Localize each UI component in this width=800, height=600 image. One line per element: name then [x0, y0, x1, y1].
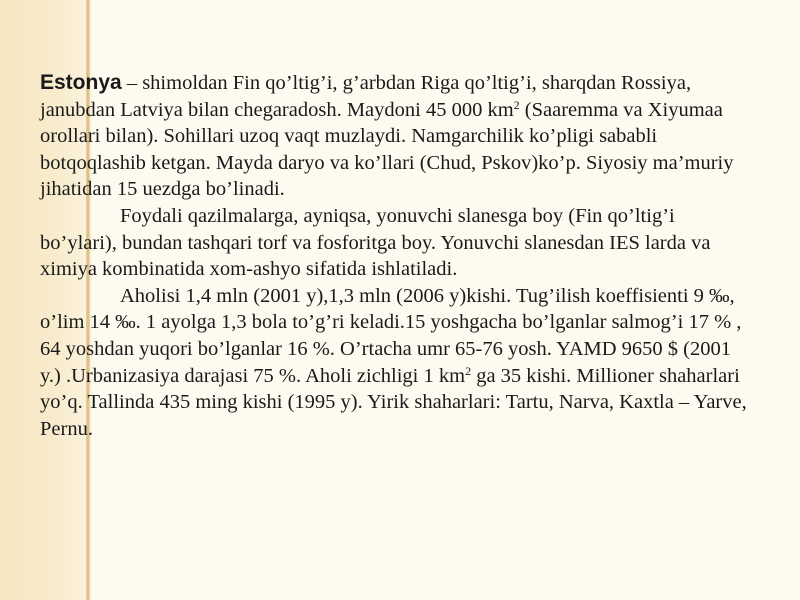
slide-body — [40, 70, 752, 442]
paragraph-3-text: Aholisi 1,4 mln (2001 y),1,3 mln (2006 y)kishi. Tug’ilish koeffisienti 9 ‰, o’lim 14 ‰. 1 ayolga 1,3 bola to’g’ri keladi.15 yoshgacha bo’lganlar salmog’i 17 % , 64 yoshdan yuqori bo’lganlar 16 %. O’rtacha umr 65-76 yosh. YAMD 9650 $ (2001 y.) .Urbanizasiya darajasi 75 %. Aholi zichligi 1 km — [40, 284, 742, 387]
paragraph-2 — [40, 203, 752, 283]
paragraph-2-text: Foydali qazilmalarga, ayniqsa, yonuvchi slanesga boy (Fin qo’ltig’i bo’ylari), bundan tashqari torf va fosforitga boy. Yonuvchi slanesdan IES larda va ximiya kombinatida xom-ashyo sifatida ishlatiladi. — [40, 204, 711, 281]
paragraph-1 — [40, 70, 752, 203]
paragraph-1-text: – shimoldan Fin qo’ltig’i, g’arbdan Riga qo’ltig’i, sharqdan Rossiya, janubdan Latviya bilan chegaradosh. Maydoni 45 000 km — [40, 72, 692, 121]
superscript-2: 2 — [513, 97, 520, 112]
superscript-2: 2 — [465, 363, 472, 378]
paragraph-3-text-after: ga 35 kishi. Millioner shaharlari yo’q. Tallinda 435 ming kishi (1995 y). Yirik shaharlari: Tartu, Narva, Kaxtla – Yarve, Pernu. — [40, 364, 747, 440]
paragraph-1-text-after: (Saaremma va Xiyumaa orollari bilan). Sohillari uzoq vaqt muzlaydi. Namgarchilik ko’pligi sababli botqoqlashib ketgan. Mayda daryo va ko’llari (Chud, Pskov)ko’p. Siyosiy ma’muriy jihatidan 15 uezdga bo’linadi. — [40, 98, 734, 201]
paragraph-3 — [40, 283, 752, 443]
heading-estonya: Estonya — [40, 71, 122, 94]
